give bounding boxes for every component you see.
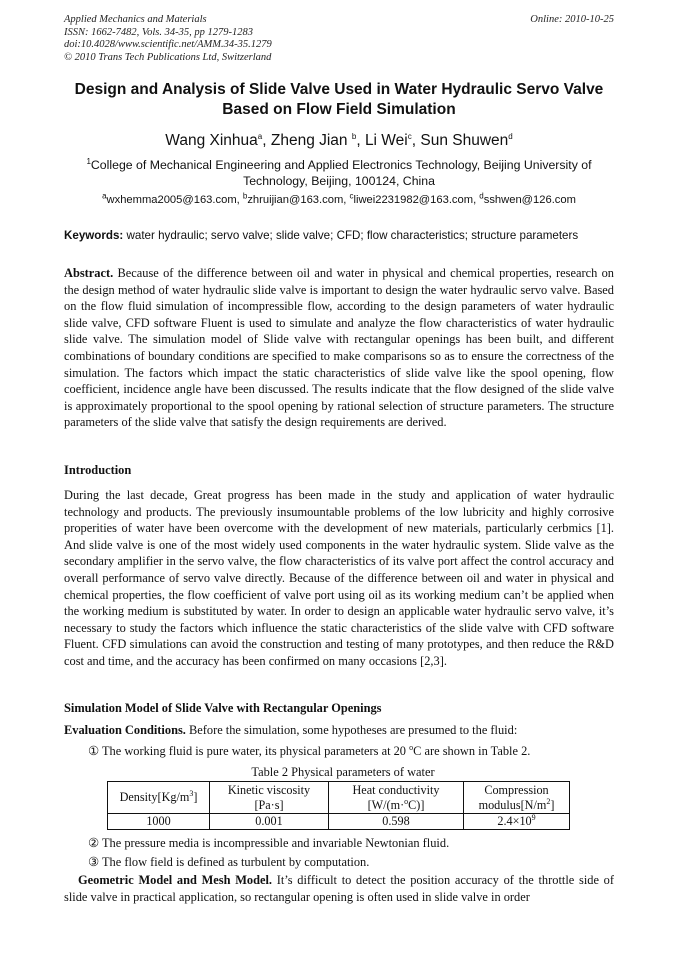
item-text: The pressure media is incompressible and invariable Newtonian fluid. (99, 836, 450, 850)
author-sup: d (508, 131, 513, 141)
item-text: The flow field is defined as turbulent by computation. (99, 855, 370, 869)
table-caption: Table 2 Physical parameters of water (251, 765, 435, 779)
cell-conductivity: 0.598 (329, 814, 464, 830)
author-sup: a (257, 131, 263, 141)
email-link[interactable]: liwei2231982@163.com (353, 194, 474, 206)
email-sup: d (479, 191, 484, 201)
header-conductivity: Heat conductivity [W/(m·$^o$C)] (329, 782, 464, 814)
author-name: Sun Shuwen (420, 132, 509, 149)
cell-density: 1000 (108, 814, 210, 830)
keywords (64, 229, 624, 242)
abstract-label: Abstract. (64, 266, 114, 280)
table-header-row (108, 782, 570, 814)
author-name: Wang Xinhua (165, 132, 258, 149)
table-row (108, 814, 570, 830)
geometric-label: Geometric Model and Mesh Model. (78, 873, 273, 887)
author-name: Zheng Jian (270, 132, 352, 149)
title-line-2: Based on Flow Field Simulation (222, 101, 456, 118)
geometric-text: It’s difficult to detect the position accuracy of the throttle side of slide valve in practical application, so rectangular opening is often used in slide valve in order (64, 873, 614, 904)
paper-title (40, 80, 638, 120)
evaluation-conditions (64, 722, 614, 739)
online-date: Online: 2010-10-25 (530, 14, 614, 25)
keywords-text: water hydraulic; servo valve; slide valve; CFD; flow characteristics; structure parameters (123, 229, 579, 242)
title-line-1: Design and Analysis of Slide Valve Used in Water Hydraulic Servo Valve (74, 81, 604, 98)
doi-line: doi:10.4028/www.scientific.net/AMM.34-35.1279 (64, 39, 272, 51)
introduction-text: During the last decade, Great progress has been made in the study and application of water hydraulic technology and products. The previously insumountable problems of the low lubricity and highly corrosive properities of water have been overcome with the development of new materials, particularly cerbmics [1]. And slide valve is one of the most widely used components in the water hydraulic system. Slide valve as the secondary amplifier in the servo valve, the flow characteristics of its valve port affect the control accuracy and overall performance of servo valve directly. Because of the difference between oil and water in physical and chemical properties, the flow coefficient of valve port using oil as its working medium can’t be applied when the working medium is substituted by water. In order to design an applicable water hydraulic servo valve, it’s necessary to study the factors which influence the static characteristics of the slide valve with CFD software Fluent. CFD simulations can avoid the construction and testing of many prototypes, and then reduce the R&D cost and time, and the accuracy has been confirmed on many occasions [2,3]. (64, 488, 614, 668)
abstract-text: Because of the difference between oil and water in physical and chemical properties, research on the design method of water hydraulic slide valve is important to design the water hydraulic servo valve. Based on the flow fluid simulation of incompressible flow, according to the design parameters of water hydraulic slide valve, CFD software Fluent is used to simulate and analyze the flow characteristics of water hydraulic slide valve. The simulation model of Slide valve with rectangular openings has been built, and different combinations of boundary conditions are specified to make comparisons so as to ensure the correctness of the simulation. The factors which impact the static characteristics of slide valve like the spool opening, flow coefficient, incidence angle have been discussed. The results indicate that the flow designed of the slide valve is approximately proportional to the spool opening by rational selection of structure parameters. The structure parameters of the slide valve that satisfy the design requirements are derived. (64, 266, 614, 430)
evaluation-text: Before the simulation, some hypotheses are presumed to the fluid: (185, 723, 518, 737)
introduction-heading: Introduction (64, 463, 132, 477)
copyright-line: © 2010 Trans Tech Publications Ltd, Switzerland (64, 51, 272, 63)
cell-modulus: $2.4\times 10^9$ (464, 814, 570, 830)
circled-three-icon: ③ (88, 855, 100, 869)
affiliation-sup: 1 (86, 156, 91, 166)
circled-two-icon: ② (88, 836, 100, 850)
running-header (64, 14, 614, 64)
abstract (64, 265, 614, 431)
physical-parameters-table (107, 781, 570, 830)
email-link[interactable]: wxhemma2005@163.com (106, 194, 237, 206)
header-viscosity: Kinetic viscosity [Pa·s] (210, 782, 329, 814)
issn-line: ISSN: 1662-7482, Vols. 34-35, pp 1279-1283 (64, 26, 253, 38)
email-list: $^a$wxhemma2005@163.com, $^b$zhruijian@163.com, $^c$liwei2231982@163.com, $^d$sshwen@126.com (102, 191, 576, 206)
cell-viscosity: 0.001 (210, 814, 329, 830)
header-modulus: Compression $modulus[N/m^2]$ (464, 782, 570, 814)
email-link[interactable]: sshwen@126.com (483, 194, 576, 206)
author-name: Li Wei (364, 132, 408, 149)
item-text: The working fluid is pure water, its physical parameters at 20 (99, 744, 410, 758)
author-sup: c (407, 131, 412, 141)
item-text: C are shown in Table 2. (413, 744, 531, 758)
email-sup: c (349, 191, 354, 201)
email-sup: a (102, 191, 107, 201)
header-density: $Density[Kg/m^3]$ (108, 782, 210, 814)
geometric-model-paragraph (64, 872, 614, 905)
author-list: Wang Xinhua$^a$, Zheng Jian $^b$, Li Wei$^c$, Sun Shuwen$^d$ (165, 131, 513, 149)
list-item (88, 835, 618, 851)
keywords-label: Keywords: (64, 229, 124, 242)
degree-sup: o (409, 742, 414, 752)
evaluation-label: Evaluation Conditions. (64, 723, 186, 737)
list-item (88, 854, 618, 870)
list-item (88, 743, 618, 759)
email-link[interactable]: zhruijian@163.com (247, 194, 344, 206)
email-sup: b (242, 191, 248, 201)
author-sup: b (351, 131, 357, 141)
circled-one-icon: ① (88, 744, 100, 758)
affiliation (66, 157, 612, 189)
section-heading: Simulation Model of Slide Valve with Rectangular Openings (64, 701, 382, 715)
journal-name: Applied Mechanics and Materials (64, 14, 207, 25)
affiliation-text: College of Mechanical Engineering and Applied Electronics Technology, Beijing University of Technology, Beijing, 100124, China (90, 158, 592, 188)
